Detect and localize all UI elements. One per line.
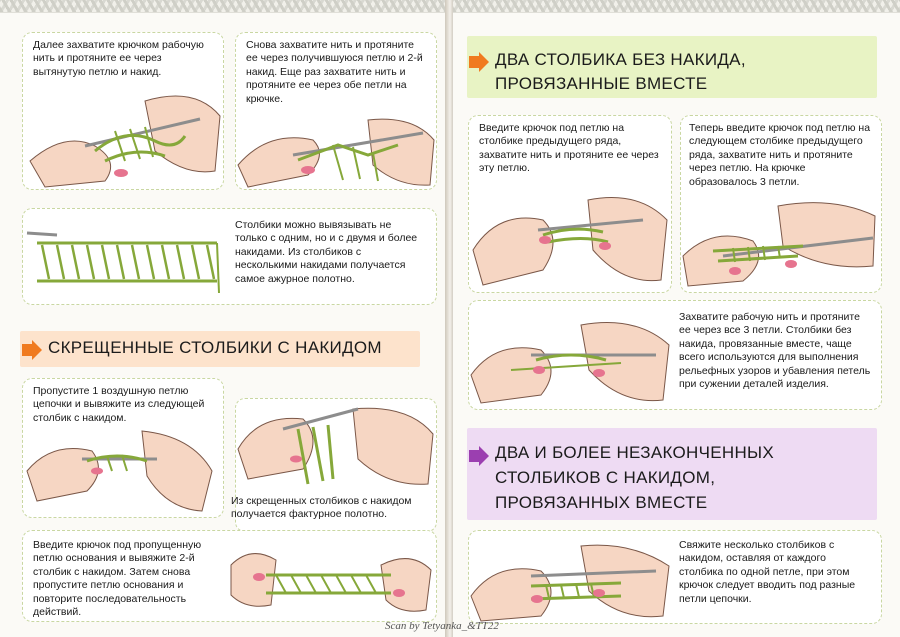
- step-card-1: [22, 32, 224, 190]
- dc-step-card-1: [468, 530, 882, 624]
- sc-step-card-3: [468, 300, 882, 410]
- section-title-unfinished-dc-together: [495, 440, 774, 515]
- section-title-line: ПРОВЯЗАННЫХ ВМЕСТЕ: [495, 493, 708, 512]
- sc-step-2-text: Теперь введите крючок под петлю на следующем столбике предыдущего ряда, захватите нить и протяните через петлю. На крючке образовалось 3 петли.: [689, 122, 871, 188]
- section-title-two-sc-together: [495, 48, 746, 96]
- orange-arrow-icon: [469, 52, 491, 72]
- purple-arrow-icon: [469, 446, 491, 466]
- section-title-line: СТОЛБИКОВ С НАКИДОМ,: [495, 468, 716, 487]
- hands-crochet-illustration: [238, 399, 434, 487]
- section-title-line: ДВА СТОЛБИКА БЕЗ НАКИДА,: [495, 50, 746, 69]
- hands-crochet-illustration: [683, 196, 879, 288]
- cross-step-card-1: [22, 378, 224, 518]
- cross-step-card-3: [22, 530, 437, 622]
- crochet-swatch-illustration: [27, 223, 227, 293]
- scan-credit: Scan by Tetyanka_&TT22: [385, 620, 499, 632]
- section-title-crossed-stitches: СКРЕЩЕННЫЕ СТОЛБИКИ С НАКИДОМ: [48, 338, 382, 357]
- step-2-text: Снова захватите нить и протяните ее через получившуюся петлю и 2-й накид. Еще раз захватите нить и протяните ее через обе петли на крючке.: [246, 39, 423, 105]
- hands-crochet-illustration: [27, 431, 219, 513]
- left-page: [0, 0, 447, 637]
- step-card-3: [22, 208, 437, 305]
- sc-step-1-text: Введите крючок под петлю на столбике предыдущего ряда, захватите нить и протяните ее через эту петлю.: [479, 122, 659, 175]
- sc-step-card-2: [680, 115, 882, 293]
- step-1-text: Далее захватите крючком рабочую нить и протяните ее через вытянутую петлю и накид.: [33, 39, 204, 78]
- hands-crochet-illustration: [238, 115, 434, 187]
- step-3-text: Столбики можно вывязывать не только с одним, но и с двумя и более накидами. Из столбиков с несколькими накидами получается самое ажурное полотно.: [235, 219, 418, 285]
- hands-crochet-illustration: [25, 91, 221, 187]
- section-title-line: ДВА И БОЛЕЕ НЕЗАКОНЧЕННЫХ: [495, 443, 775, 462]
- right-page: [453, 0, 900, 637]
- step-card-2: [235, 32, 437, 190]
- cross-step-1-text: Пропустите 1 воздушную петлю цепочки и вывяжите из следующей столбик с накидом.: [33, 385, 205, 424]
- knit-pattern-border: [453, 0, 900, 13]
- sc-step-3-text: Захватите рабочую нить и протяните ее через все 3 петли. Столбики без накида, провязанные вместе, чаще всего используются для выполнения рельефных узоров и убавления петель при сужении деталей изделия.: [679, 311, 871, 391]
- hands-crochet-illustration: [231, 545, 431, 617]
- cross-step-2-text: Из скрещенных столбиков с накидом получается фактурное полотно.: [231, 495, 412, 521]
- dc-step-1-text: Свяжите несколько столбиков с накидом, оставляя от каждого столбика по одной петле, при этом крючок следует вводить под разные петли цепочки.: [679, 539, 856, 605]
- hands-crochet-illustration: [471, 315, 671, 405]
- cross-step-card-2: [231, 398, 437, 532]
- cross-step-3-text: Введите крючок под пропущенную петлю основания и вывяжите 2-й столбик с накидом. Затем снова пропустите петлю основания и повторите последовательность действий.: [33, 539, 202, 619]
- hands-crochet-illustration: [471, 541, 671, 621]
- section-title-line: ПРОВЯЗАННЫЕ ВМЕСТЕ: [495, 74, 708, 93]
- sc-step-card-1: [468, 115, 672, 293]
- knit-pattern-border: [0, 0, 447, 13]
- hands-crochet-illustration: [473, 190, 667, 288]
- orange-arrow-icon: [22, 340, 44, 360]
